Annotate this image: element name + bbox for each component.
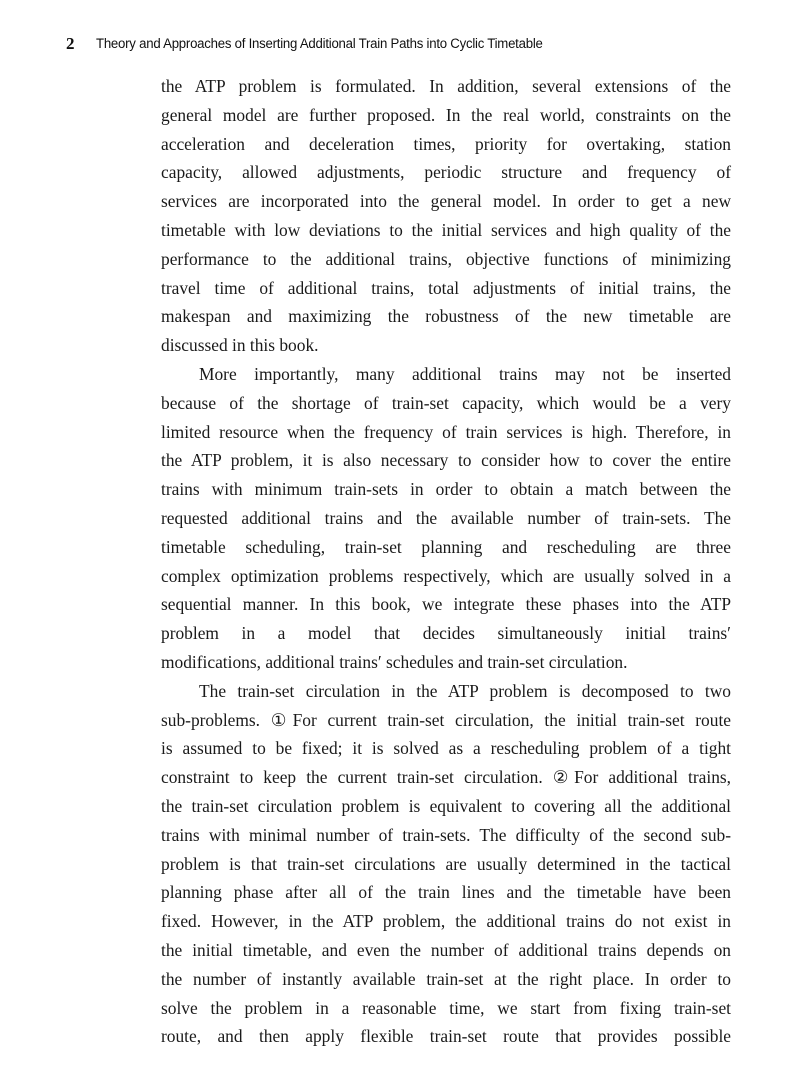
text-line: the train-set circulation problem is equivalent to covering all the additional <box>161 795 731 816</box>
text-line: More importantly, many additional trains may not be inserted <box>199 363 731 384</box>
text-line: the ATP problem is formulated. In addition, several extensions of the <box>161 76 731 96</box>
text-line: acceleration and deceleration times, priority for overtaking, station <box>161 133 731 154</box>
text-line: route, and then apply flexible train-set route that provides possible <box>161 1026 731 1047</box>
text-line: The train-set circulation in the ATP problem is decomposed to two <box>199 680 731 701</box>
text-line: travel time of additional trains, total adjustments of initial trains, the <box>161 277 731 298</box>
text-line: requested additional trains and the available number of train-sets. The <box>161 507 731 528</box>
running-title: Theory and Approaches of Inserting Additional Train Paths into Cyclic Timetable <box>96 36 543 52</box>
text-line: limited resource when the frequency of train services is high. Therefore, in <box>161 421 731 442</box>
text-line: solve the problem in a reasonable time, we start from fixing train-set <box>161 997 731 1018</box>
paragraph-2 <box>161 360 731 677</box>
text-line: the number of instantly available train-set at the right place. In order to <box>161 968 731 989</box>
text-line: because of the shortage of train-set capacity, which would be a very <box>161 392 731 413</box>
text-line: services are incorporated into the general model. In order to get a new <box>161 191 731 212</box>
text-line: fixed. However, in the ATP problem, the additional trains do not exist in <box>161 911 731 932</box>
text-line: general model are further proposed. In the real world, constraints on the <box>161 104 731 125</box>
body-text <box>161 72 731 1051</box>
text-line: timetable with low deviations to the initial services and high quality of the <box>161 219 731 240</box>
page-number: 2 <box>66 34 75 53</box>
text-line: sequential manner. In this book, we integrate these phases into the ATP <box>161 594 731 615</box>
running-head <box>66 33 576 55</box>
text-line: modifications, additional trains′ schedules and train-set circulation. <box>161 651 628 672</box>
text-line: the ATP problem, it is also necessary to consider how to cover the entire <box>161 450 731 471</box>
text-line: trains with minimal number of train-sets. The difficulty of the second sub- <box>161 824 731 845</box>
text-line: discussed in this book. <box>161 335 319 356</box>
text-line: capacity, allowed adjustments, periodic structure and frequency of <box>161 162 731 183</box>
text-line: sub-problems. ①For current train-set circulation, the initial train-set route <box>161 709 731 730</box>
text-line: trains with minimum train-sets in order to obtain a match between the <box>161 479 731 500</box>
text-line: the initial timetable, and even the number of additional trains depends on <box>161 939 731 960</box>
text-line: makespan and maximizing the robustness of the new timetable are <box>161 306 731 327</box>
text-line: problem in a model that decides simultaneously initial trains′ <box>161 623 731 644</box>
text-line: performance to the additional trains, objective functions of minimizing <box>161 248 731 269</box>
text-line: problem is that train-set circulations are usually determined in the tactical <box>161 853 731 874</box>
text-line: constraint to keep the current train-set circulation. ②For additional trains, <box>161 767 731 788</box>
text-line: is assumed to be fixed; it is solved as a rescheduling problem of a tight <box>161 738 731 759</box>
paragraph-3 <box>161 677 731 1051</box>
text-line: timetable scheduling, train-set planning and rescheduling are three <box>161 536 731 557</box>
text-line: planning phase after all of the train lines and the timetable have been <box>161 882 731 903</box>
text-line: complex optimization problems respectively, which are usually solved in a <box>161 565 731 586</box>
paragraph-1 <box>161 72 731 360</box>
